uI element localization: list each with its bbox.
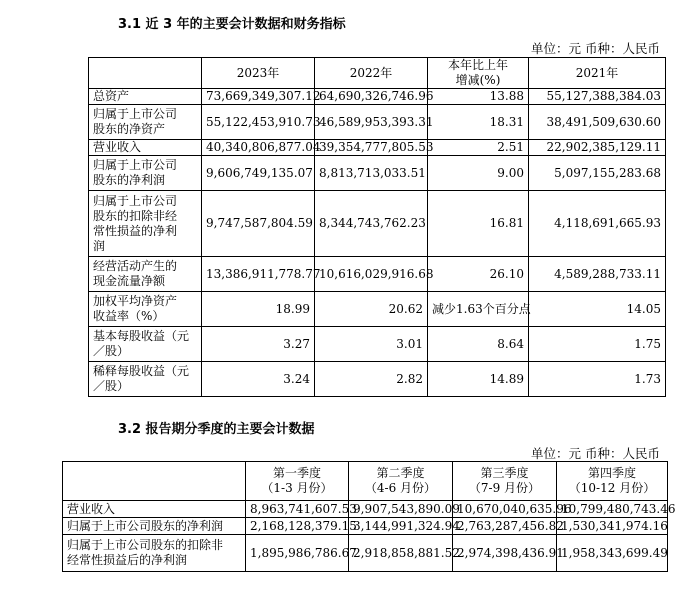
value-cell: 2,918,858,881.52 xyxy=(349,535,453,572)
value-cell: 40,340,806,877.04 xyxy=(202,140,315,156)
header-cell: 2023年 xyxy=(202,58,315,89)
value-cell: 26.10 xyxy=(428,257,529,292)
table-row xyxy=(63,501,668,518)
row-label: 归属于上市公司股东的净利润 xyxy=(63,518,246,535)
value-cell: 18.99 xyxy=(202,292,315,327)
value-cell: 46,589,953,393.31 xyxy=(315,105,428,140)
value-cell: 2,763,287,456.82 xyxy=(453,518,557,535)
value-cell: 9.00 xyxy=(428,156,529,191)
header-cell: 第二季度 （4-6 月份） xyxy=(349,462,453,501)
header-cell: 第四季度 （10-12 月份） xyxy=(557,462,668,501)
value-cell: 4,589,288,733.11 xyxy=(529,257,666,292)
value-cell: 9,747,587,804.59 xyxy=(202,191,315,257)
value-cell: 10,799,480,743.46 xyxy=(557,501,668,518)
header-cell: 第三季度 （7-9 月份） xyxy=(453,462,557,501)
value-cell: 64,690,326,746.96 xyxy=(315,89,428,105)
value-cell: 8,344,743,762.23 xyxy=(315,191,428,257)
value-cell: 2.51 xyxy=(428,140,529,156)
row-label: 营业收入 xyxy=(63,501,246,518)
header-cell: 本年比上年 增减(%) xyxy=(428,58,529,89)
header-cell: 2021年 xyxy=(529,58,666,89)
value-cell: 55,122,453,910.73 xyxy=(202,105,315,140)
section2-unit: 单位：元 币种：人民币 xyxy=(531,446,660,461)
row-label: 基本每股收益（元 ／股） xyxy=(89,327,202,362)
value-cell: 22,902,385,129.11 xyxy=(529,140,666,156)
value-cell: 16.81 xyxy=(428,191,529,257)
table-row xyxy=(89,156,666,191)
value-cell: 4,118,691,665.93 xyxy=(529,191,666,257)
section1-title: 3.1 近 3 年的主要会计数据和财务指标 xyxy=(118,17,346,32)
section1-unit: 单位：元 币种：人民币 xyxy=(531,41,660,56)
table-header-row xyxy=(89,58,666,89)
value-cell: 1,895,986,786.67 xyxy=(246,535,349,572)
row-label: 经营活动产生的 现金流量净额 xyxy=(89,257,202,292)
row-label: 归属于上市公司股东的扣除非 经常性损益后的净利润 xyxy=(63,535,246,572)
value-cell: 14.05 xyxy=(529,292,666,327)
value-cell: 1.75 xyxy=(529,327,666,362)
table-row xyxy=(89,327,666,362)
value-cell: 减少1.63个百分点 xyxy=(428,292,529,327)
header-cell xyxy=(63,462,246,501)
value-cell: 3.01 xyxy=(315,327,428,362)
value-cell: 10,616,029,916.68 xyxy=(315,257,428,292)
table-row xyxy=(63,518,668,535)
value-cell: 8,813,713,033.51 xyxy=(315,156,428,191)
value-cell: 3,144,991,324.94 xyxy=(349,518,453,535)
value-cell: 10,670,040,635.96 xyxy=(453,501,557,518)
header-cell xyxy=(89,58,202,89)
value-cell: 14.89 xyxy=(428,362,529,397)
table-row xyxy=(63,535,668,572)
value-cell: 13,386,911,778.77 xyxy=(202,257,315,292)
quarterly-data-table xyxy=(62,461,676,572)
value-cell: 5,097,155,283.68 xyxy=(529,156,666,191)
table-row xyxy=(89,89,666,105)
value-cell: 20.62 xyxy=(315,292,428,327)
value-cell: 2,974,398,436.91 xyxy=(453,535,557,572)
value-cell: 3.24 xyxy=(202,362,315,397)
header-cell: 2022年 xyxy=(315,58,428,89)
table-row xyxy=(89,105,666,140)
value-cell: 55,127,388,384.03 xyxy=(529,89,666,105)
section2-title: 3.2 报告期分季度的主要会计数据 xyxy=(118,422,315,437)
header-cell: 第一季度 （1-3 月份） xyxy=(246,462,349,501)
table-row xyxy=(89,140,666,156)
value-cell: 2,168,128,379.15 xyxy=(246,518,349,535)
value-cell: 1.73 xyxy=(529,362,666,397)
row-label: 稀释每股收益（元 ／股） xyxy=(89,362,202,397)
row-label: 归属于上市公司 股东的扣除非经 常性损益的净利 润 xyxy=(89,191,202,257)
row-label: 归属于上市公司 股东的净资产 xyxy=(89,105,202,140)
table-header-row xyxy=(63,462,668,501)
row-label: 营业收入 xyxy=(89,140,202,156)
row-label: 归属于上市公司 股东的净利润 xyxy=(89,156,202,191)
value-cell: 1,530,341,974.16 xyxy=(557,518,668,535)
table-row xyxy=(89,292,666,327)
row-label: 总资产 xyxy=(89,89,202,105)
annual-data-table xyxy=(88,57,666,397)
value-cell: 39,354,777,805.53 xyxy=(315,140,428,156)
value-cell: 9,606,749,135.07 xyxy=(202,156,315,191)
value-cell: 18.31 xyxy=(428,105,529,140)
value-cell: 3.27 xyxy=(202,327,315,362)
table-row xyxy=(89,191,666,257)
table-row xyxy=(89,362,666,397)
value-cell: 38,491,509,630.60 xyxy=(529,105,666,140)
value-cell: 8,963,741,607.53 xyxy=(246,501,349,518)
value-cell: 2.82 xyxy=(315,362,428,397)
value-cell: 73,669,349,307.12 xyxy=(202,89,315,105)
value-cell: 9,907,543,890.09 xyxy=(349,501,453,518)
value-cell: 8.64 xyxy=(428,327,529,362)
table-row xyxy=(89,257,666,292)
row-label: 加权平均净资产 收益率（%） xyxy=(89,292,202,327)
value-cell: 13.88 xyxy=(428,89,529,105)
value-cell: 1,958,343,699.49 xyxy=(557,535,668,572)
